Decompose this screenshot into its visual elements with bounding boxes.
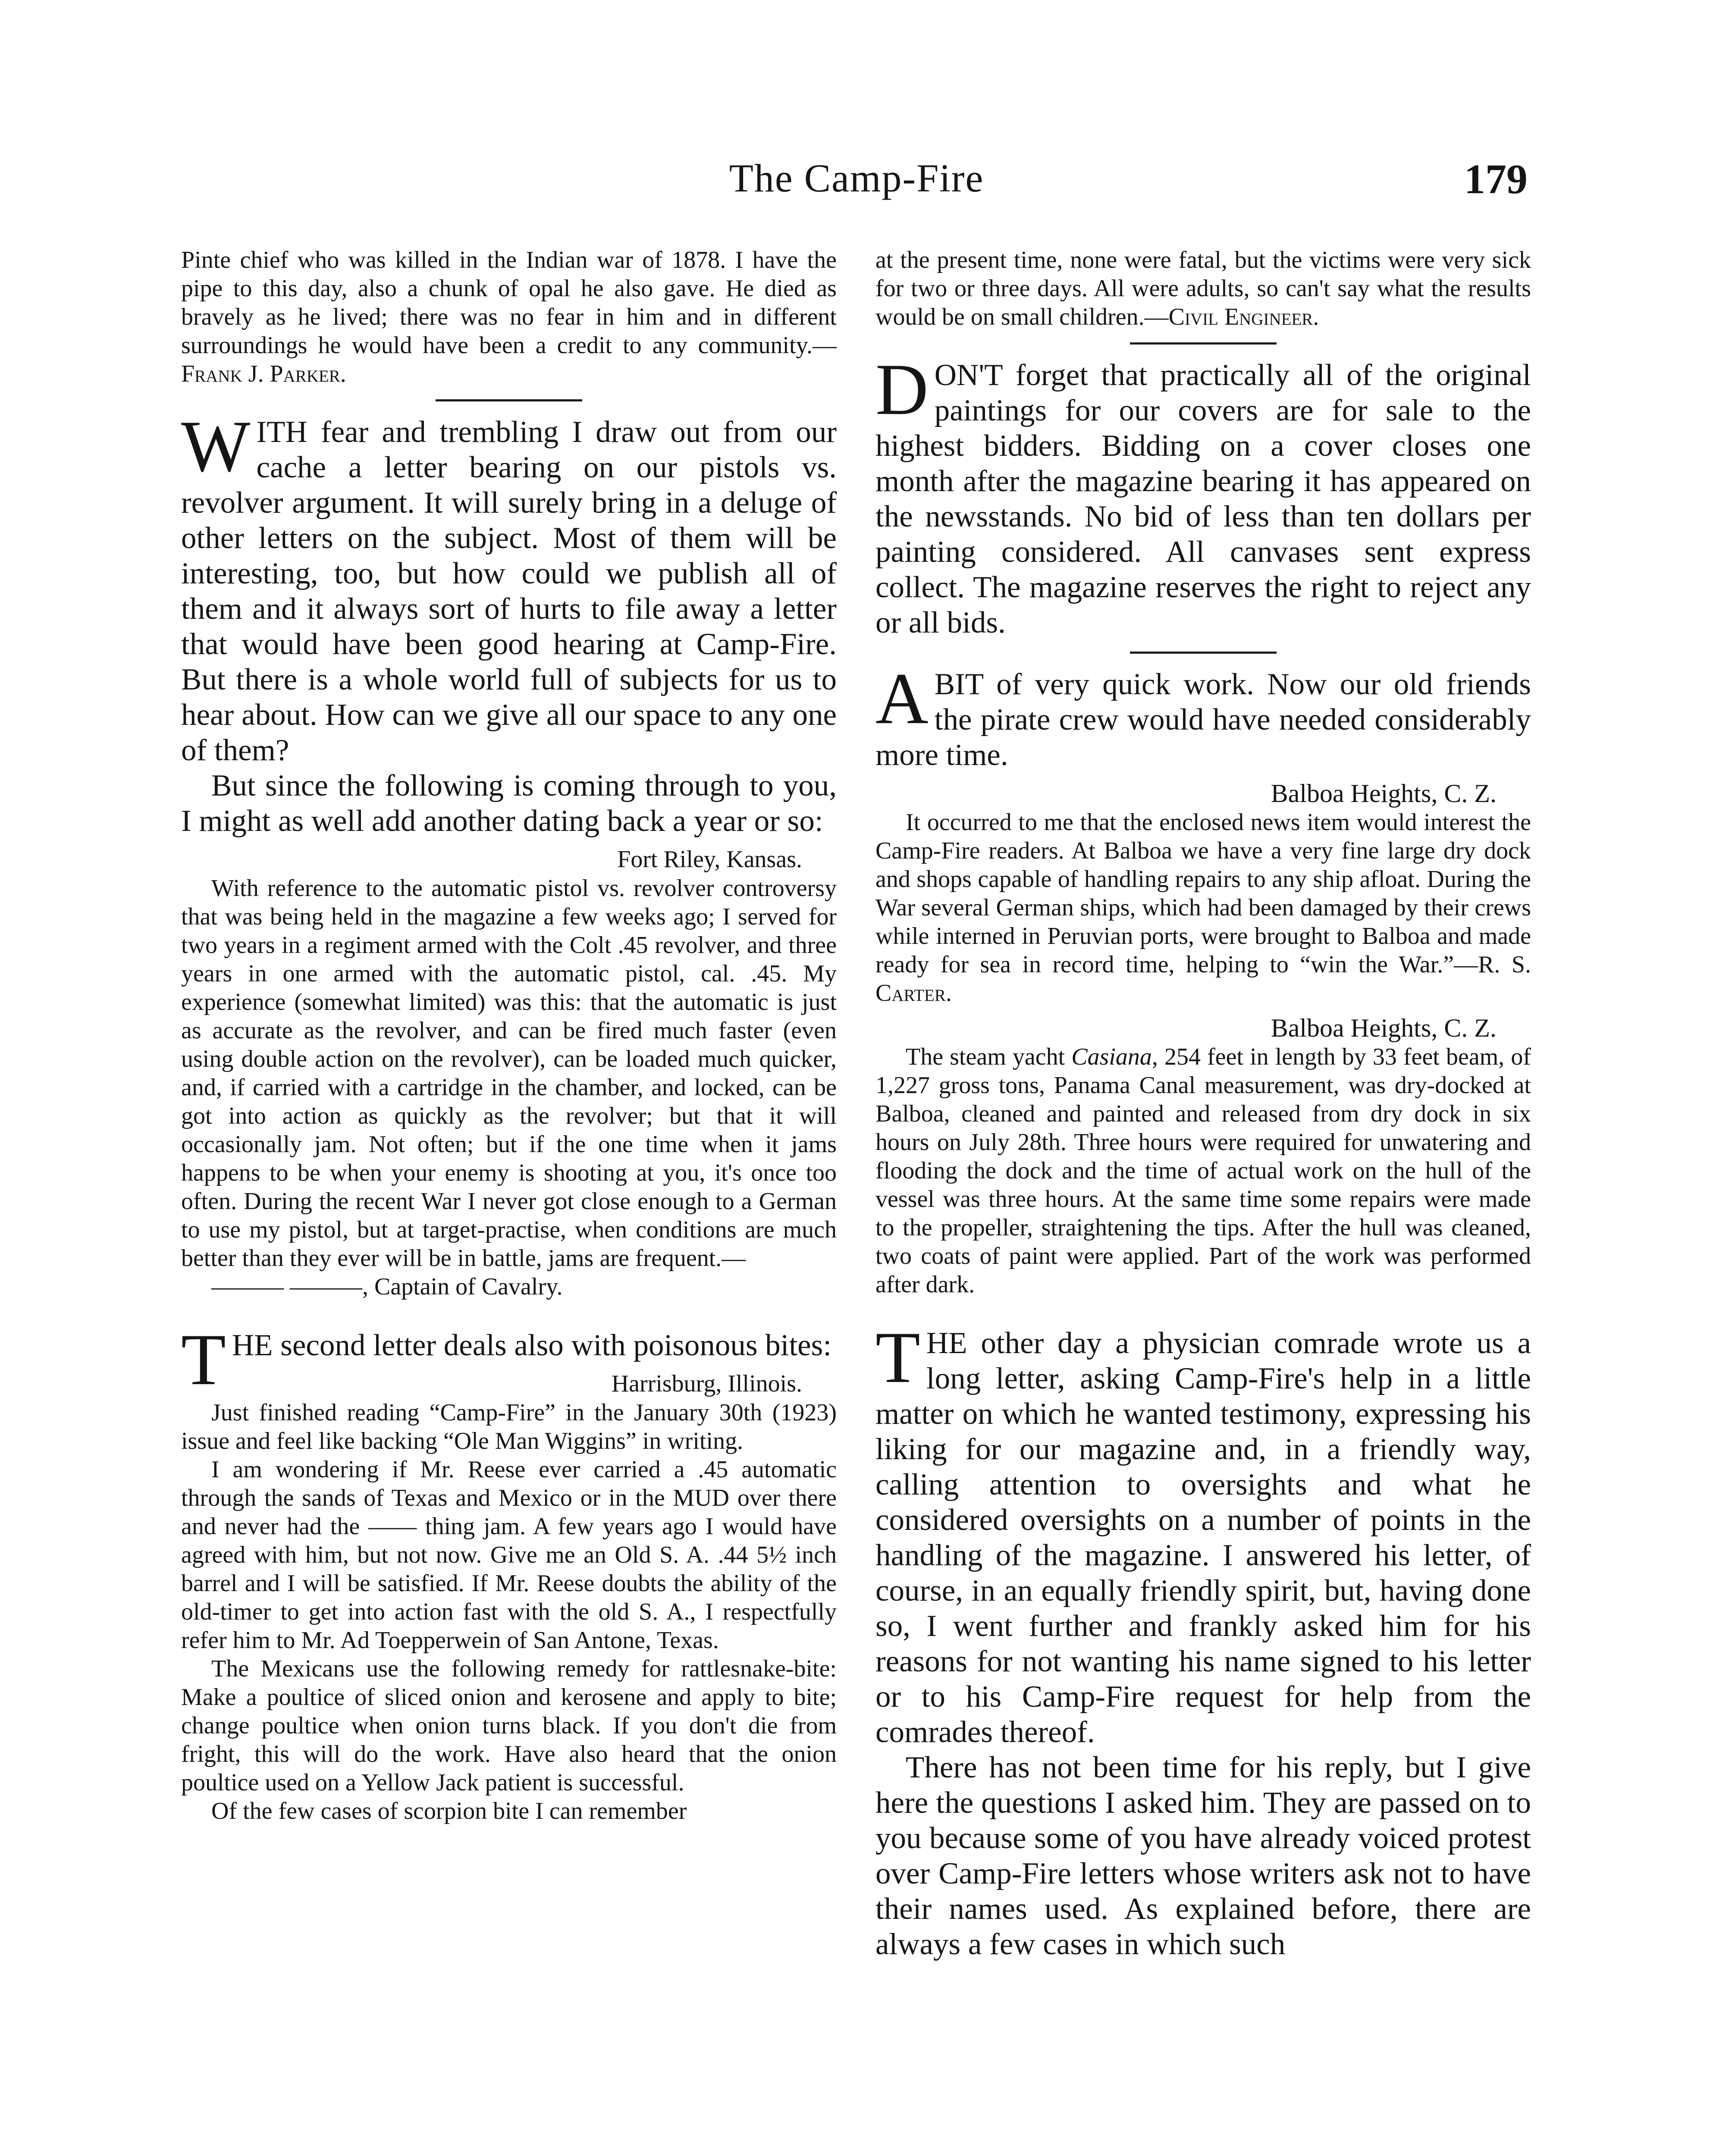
section-drydock-paragraph bbox=[875, 658, 1531, 773]
section-text: fear and trembling I draw out from our cache a letter bearing on our pistols vs. revolver argument. It will surely bring in a deluge of other letters on the subject. Most of them will be interesting, too, but how could we publish all of them and it always sort of hurts to file away a letter that would have been good hearing at Camp-Fire. But there is a whole world full of subjects for us to hear about. How can we give all our space to any one of them? bbox=[181, 415, 837, 767]
right-column bbox=[875, 246, 1531, 1962]
letter-body bbox=[875, 808, 1531, 1007]
letter-text: , 254 feet in length by 33 feet beam, of 1,227 gross tons, Panama Canal measurement, was dry-docked at Balboa, cleaned and painted and released from dry dock in six hours on July 28th. Three hours were required for unwatering and flooding the dock and the time of actual work on the hull of the vessel was three hours. At the same time some repairs were made to the propeller, straightening the tips. After the hull was cleaned, two coats of paint were applied. Part of the work was performed after dark. bbox=[875, 1044, 1531, 1298]
section-gap bbox=[181, 1301, 837, 1328]
page-header bbox=[0, 155, 1713, 216]
page-number: 179 bbox=[1464, 156, 1528, 203]
letter-paragraph: I am wondering if Mr. Reese ever carried a .45 automatic through the sands of Texas and Mexico or in the MUD over there and never had the —— thing jam. A few years ago I would have agreed with him, but not now. Give me an Old S. A. .44 5½ inch barrel and I will be satisfied. If Mr. Reese doubts the ability of the old-timer to get into action fast with the old S. A., I respectfully refer him to Mr. Ad Toepperwein of San Antone, Texas. bbox=[181, 1456, 837, 1654]
lead-word: HE bbox=[232, 1329, 273, 1362]
lead-word: HE bbox=[926, 1326, 967, 1360]
letter-dateline: Balboa Heights, C. Z. bbox=[1271, 779, 1497, 808]
drop-cap: T bbox=[875, 1317, 920, 1398]
drop-cap: T bbox=[181, 1319, 226, 1400]
section-divider bbox=[1130, 342, 1277, 345]
section-gap bbox=[875, 1299, 1531, 1326]
section-divider bbox=[1130, 652, 1277, 654]
letter-dateline: Fort Riley, Kansas. bbox=[617, 846, 802, 873]
letter-body: With reference to the automatic pistol vs. revolver controversy that was being held in the magazine a few weeks ago; I served for two years in a regiment armed with the Colt .45 revolver, and three years in one armed with the automatic pistol, cal. .45. My experience (somewhat limited) was this: that the automatic is just as accurate as the revolver, and can be fired much faster (even using double action on the revolver), can be loaded much quicker, and, if carried with a cartridge in the chamber, and locked, can be got into action as quickly as the revolver; but that it will occasionally jam. Not often; but if the one time when it jams happens to be when your enemy is shooting at you, it's once too often. During the recent War I never got close enough to a German to use my pistol, but at target-practise, when conditions are much better than they ever will be in battle, jams are frequent.— bbox=[181, 875, 837, 1272]
letter-paragraph: The Mexicans use the following remedy for rattlesnake-bite: Make a poultice of sliced onion and kerosene and apply to bite; change poultice when onion turns black. If you don't die from fright, this will do the work. Have also heard that the onion poultice used on a Yellow Jack patient is successful. bbox=[181, 1655, 837, 1796]
letter-text: The steam yacht bbox=[906, 1044, 1072, 1070]
left-column bbox=[181, 246, 837, 1825]
section-divider bbox=[436, 399, 582, 401]
drop-cap: A bbox=[875, 658, 929, 739]
intro-signature: Frank J. Parker. bbox=[181, 360, 346, 387]
intro-paragraph bbox=[181, 246, 837, 388]
letter-paragraph: Just finished reading “Camp-Fire” in the January 30th (1923) issue and feel like backing “Ole Man Wiggins” in writing. bbox=[181, 1399, 837, 1454]
section-text: second letter deals also with poisonous bites: bbox=[273, 1329, 832, 1362]
intro-text: Pinte chief who was killed in the Indian war of 1878. I have the pipe to this day, also a chunk of opal he also gave. He died as bravely as he lived; there was no fear in him and in different surroundings he would have been a credit to any community.— bbox=[181, 247, 837, 359]
section-paragraph: But since the following is coming through to you, I might as well add another dating back a year or so: bbox=[181, 769, 837, 838]
letter-signature: ——— ———, Captain of Cavalry. bbox=[211, 1273, 563, 1300]
running-head: The Camp-Fire bbox=[729, 156, 984, 200]
lead-word: ON'T bbox=[934, 358, 1003, 392]
letter-paragraph: Of the few cases of scorpion bite I can remember bbox=[211, 1798, 687, 1824]
section-pistols-paragraph bbox=[181, 406, 837, 768]
section-physician-paragraph bbox=[875, 1317, 1531, 1750]
letter-signature: R. S. Carter. bbox=[875, 951, 1531, 1006]
ship-name: Casiana bbox=[1071, 1044, 1152, 1070]
continued-paragraph bbox=[875, 246, 1531, 331]
section-text: other day a physician comrade wrote us a long letter, asking Camp-Fire's help in a little matter on which he wanted testimony, expressing his liking for our magazine and, in a friendly way, calling attention to oversights and what he considered oversights on a number of points in the handling of the magazine. I answered his letter, of course, in an equally friendly spirit, but, having done so, I went further and frankly asked him for his reasons for not wanting his name signed to his letter or to his Camp-Fire request for help from the comrades thereof. bbox=[875, 1326, 1531, 1749]
letter-text: It occurred to me that the enclosed news item would interest the Camp-Fire readers. At Balboa we have a very fine large dry dock and shops capable of handling repairs to any ship afloat. During the War several German ships, which had been damaged by their crews while interned in Peruvian ports, were brought to Balboa and made ready for sea in record time, helping to “win the War.”— bbox=[875, 809, 1531, 978]
lead-word: ITH bbox=[256, 415, 307, 449]
section-text: forget that practically all of the original paintings for our covers are for sale to the highest bidders. Bidding on a cover closes one month after the magazine bearing it has appeared on the newsstands. No bid of less than ten dollars per painting considered. All canvases sent express collect. The magazine reserves the right to reject any or all bids. bbox=[875, 358, 1531, 639]
drop-cap: D bbox=[875, 349, 929, 430]
section-text: of very quick work. Now our old friends the pirate crew would have needed considerably more time. bbox=[875, 667, 1531, 772]
lead-word: BIT bbox=[934, 667, 983, 701]
continued-signature: Civil Engineer. bbox=[1168, 304, 1319, 330]
letter-body bbox=[875, 1043, 1531, 1299]
section-paragraph: There has not been time for his reply, but I give here the questions I asked him. They are passed on to you because some of you have already voiced protest over Camp-Fire letters whose writers ask not to have their names used. As explained before, there are always a few cases in which such bbox=[875, 1751, 1531, 1961]
section-covers-paragraph bbox=[875, 349, 1531, 640]
drop-cap: W bbox=[181, 406, 251, 487]
letter-dateline: Balboa Heights, C. Z. bbox=[1271, 1014, 1497, 1042]
continued-text: at the present time, none were fatal, but the victims were very sick for two or three days. All were adults, so can't say what the results would be on small children.— bbox=[875, 247, 1531, 330]
letter-dateline: Harrisburg, Illinois. bbox=[611, 1370, 802, 1397]
